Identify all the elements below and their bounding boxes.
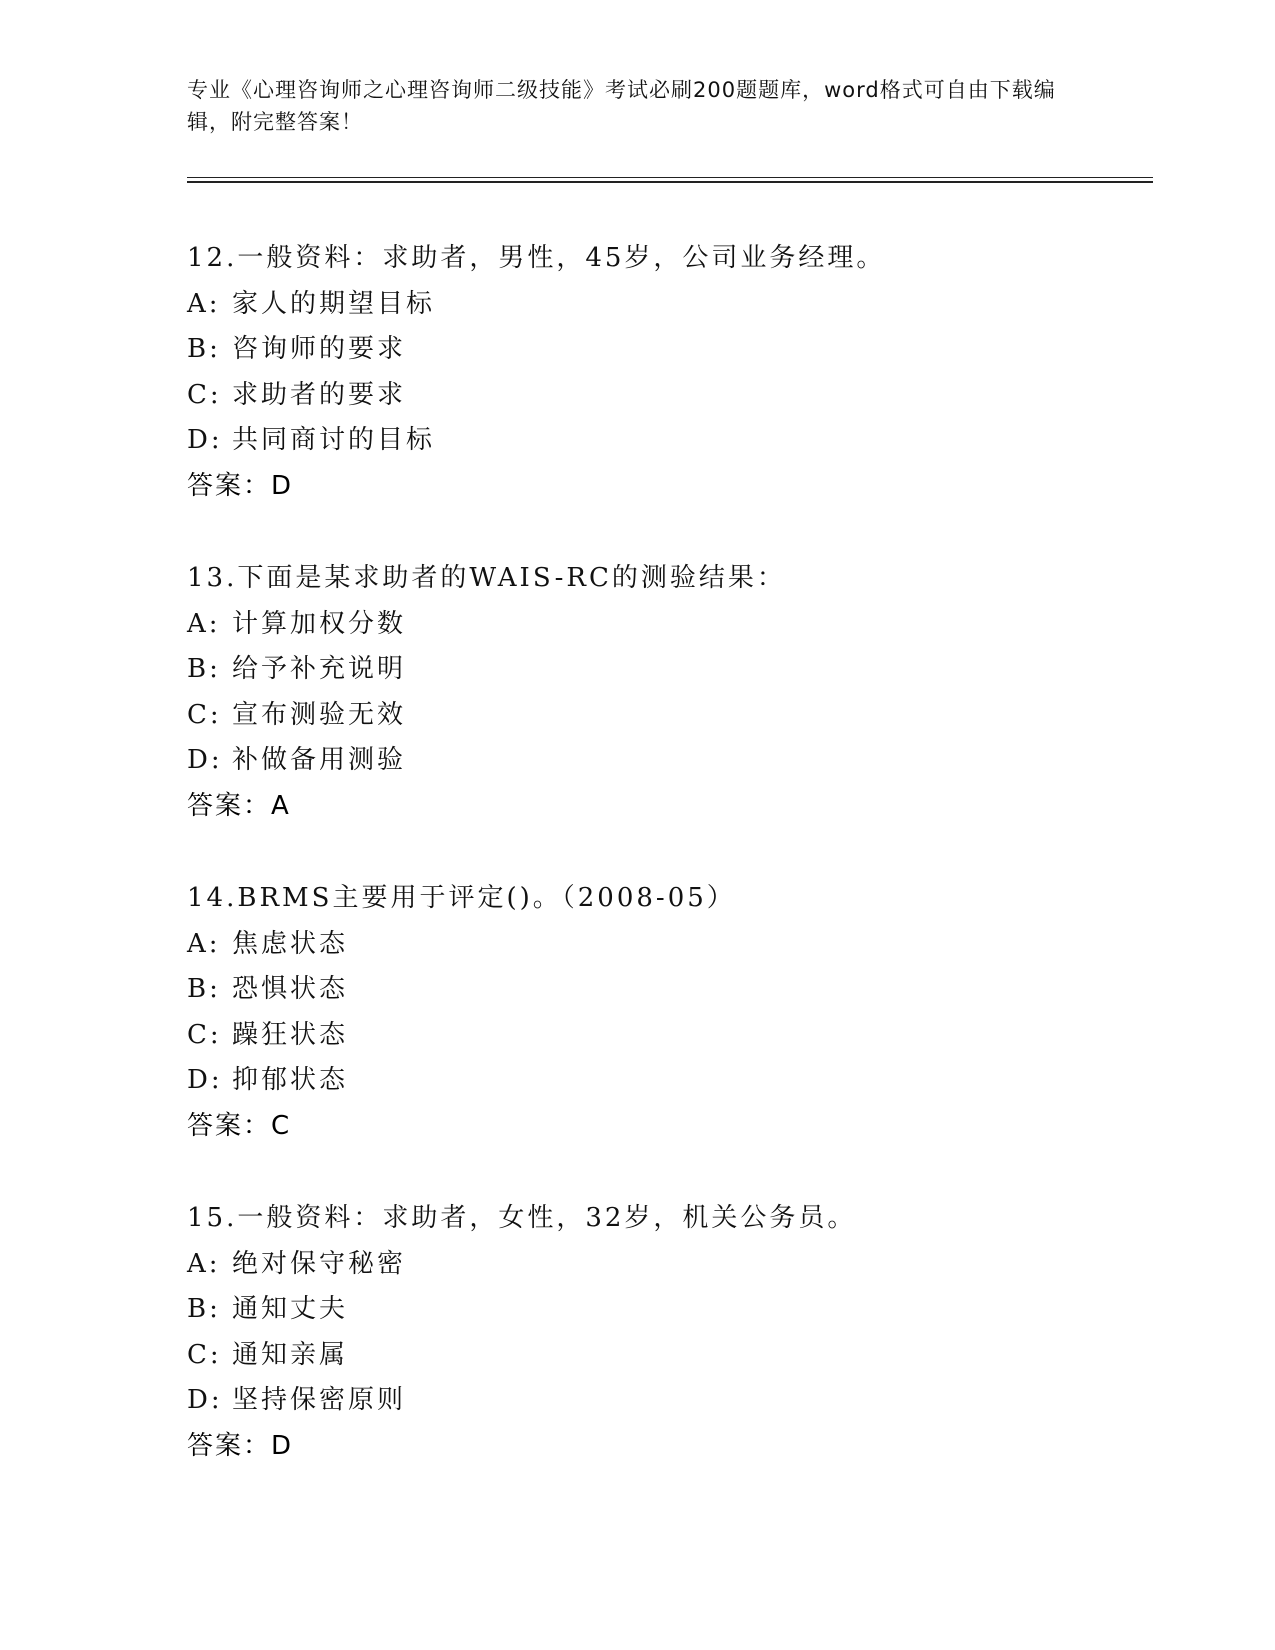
option-text: 计算加权分数 bbox=[232, 608, 407, 639]
question-list bbox=[187, 236, 1147, 1516]
answer-line: 答案：D bbox=[187, 1430, 294, 1461]
header-divider-bottom bbox=[187, 181, 1153, 183]
option-d bbox=[187, 418, 1147, 464]
option-d bbox=[187, 738, 1147, 784]
option-key: D: bbox=[187, 1065, 223, 1095]
option-text: 宣布测验无效 bbox=[232, 699, 407, 730]
option-a bbox=[187, 922, 1147, 968]
option-d bbox=[187, 1378, 1147, 1424]
option-text: 共同商讨的目标 bbox=[232, 425, 436, 455]
option-text: 坚持保密原则 bbox=[232, 1385, 407, 1415]
option-key: C: bbox=[187, 379, 222, 410]
document-header: 专业《心理咨询师之心理咨询师二级技能》考试必刷200题题库，word格式可自由下载编辑，附完整答案！ bbox=[187, 78, 1056, 134]
option-text: 咨询师的要求 bbox=[232, 334, 407, 364]
option-text: 补做备用测验 bbox=[232, 745, 407, 775]
option-key: B: bbox=[187, 334, 221, 364]
option-text: 焦虑状态 bbox=[232, 928, 349, 959]
question-stem: 15.一般资料：求助者，女性，32岁，机关公务员。 bbox=[187, 1203, 857, 1233]
question-item bbox=[187, 556, 1147, 876]
option-key: B: bbox=[187, 974, 221, 1004]
option-key: B: bbox=[187, 654, 221, 684]
option-key: C: bbox=[187, 1339, 222, 1370]
option-text: 给予补充说明 bbox=[232, 654, 407, 684]
option-c bbox=[187, 1333, 1147, 1379]
question-item bbox=[187, 1196, 1147, 1516]
option-b bbox=[187, 647, 1147, 693]
option-d bbox=[187, 1058, 1147, 1104]
option-c bbox=[187, 693, 1147, 739]
option-text: 躁狂状态 bbox=[232, 1019, 349, 1050]
option-c bbox=[187, 1013, 1147, 1059]
option-text: 求助者的要求 bbox=[232, 379, 407, 410]
option-b bbox=[187, 1287, 1147, 1333]
option-a bbox=[187, 1242, 1147, 1288]
option-b bbox=[187, 967, 1147, 1013]
option-key: A: bbox=[187, 928, 221, 959]
option-c bbox=[187, 373, 1147, 419]
option-key: D: bbox=[187, 745, 223, 775]
option-text: 通知亲属 bbox=[232, 1339, 349, 1370]
answer-line: 答案：A bbox=[187, 790, 291, 821]
option-b bbox=[187, 327, 1147, 373]
option-text: 绝对保守秘密 bbox=[232, 1248, 407, 1279]
option-text: 家人的期望目标 bbox=[232, 288, 436, 319]
option-key: D: bbox=[187, 425, 223, 455]
answer-line: 答案：C bbox=[187, 1110, 292, 1141]
option-key: A: bbox=[187, 608, 221, 639]
question-stem: 14.BRMS主要用于评定()。（2008-05） bbox=[187, 883, 736, 913]
header-divider-top bbox=[187, 177, 1153, 178]
option-key: A: bbox=[187, 288, 221, 319]
option-key: A: bbox=[187, 1248, 221, 1279]
option-key: C: bbox=[187, 1019, 222, 1050]
option-key: C: bbox=[187, 699, 222, 730]
answer-line: 答案：D bbox=[187, 470, 294, 501]
option-text: 通知丈夫 bbox=[232, 1294, 349, 1324]
question-item bbox=[187, 876, 1147, 1196]
option-a bbox=[187, 602, 1147, 648]
option-key: D: bbox=[187, 1385, 223, 1415]
question-stem: 13.下面是某求助者的WAIS-RC的测验结果： bbox=[187, 563, 786, 593]
option-text: 恐惧状态 bbox=[232, 974, 349, 1004]
question-stem: 12.一般资料：求助者，男性，45岁，公司业务经理。 bbox=[187, 243, 886, 273]
question-item bbox=[187, 236, 1147, 556]
option-a bbox=[187, 282, 1147, 328]
option-key: B: bbox=[187, 1294, 221, 1324]
option-text: 抑郁状态 bbox=[232, 1065, 349, 1095]
